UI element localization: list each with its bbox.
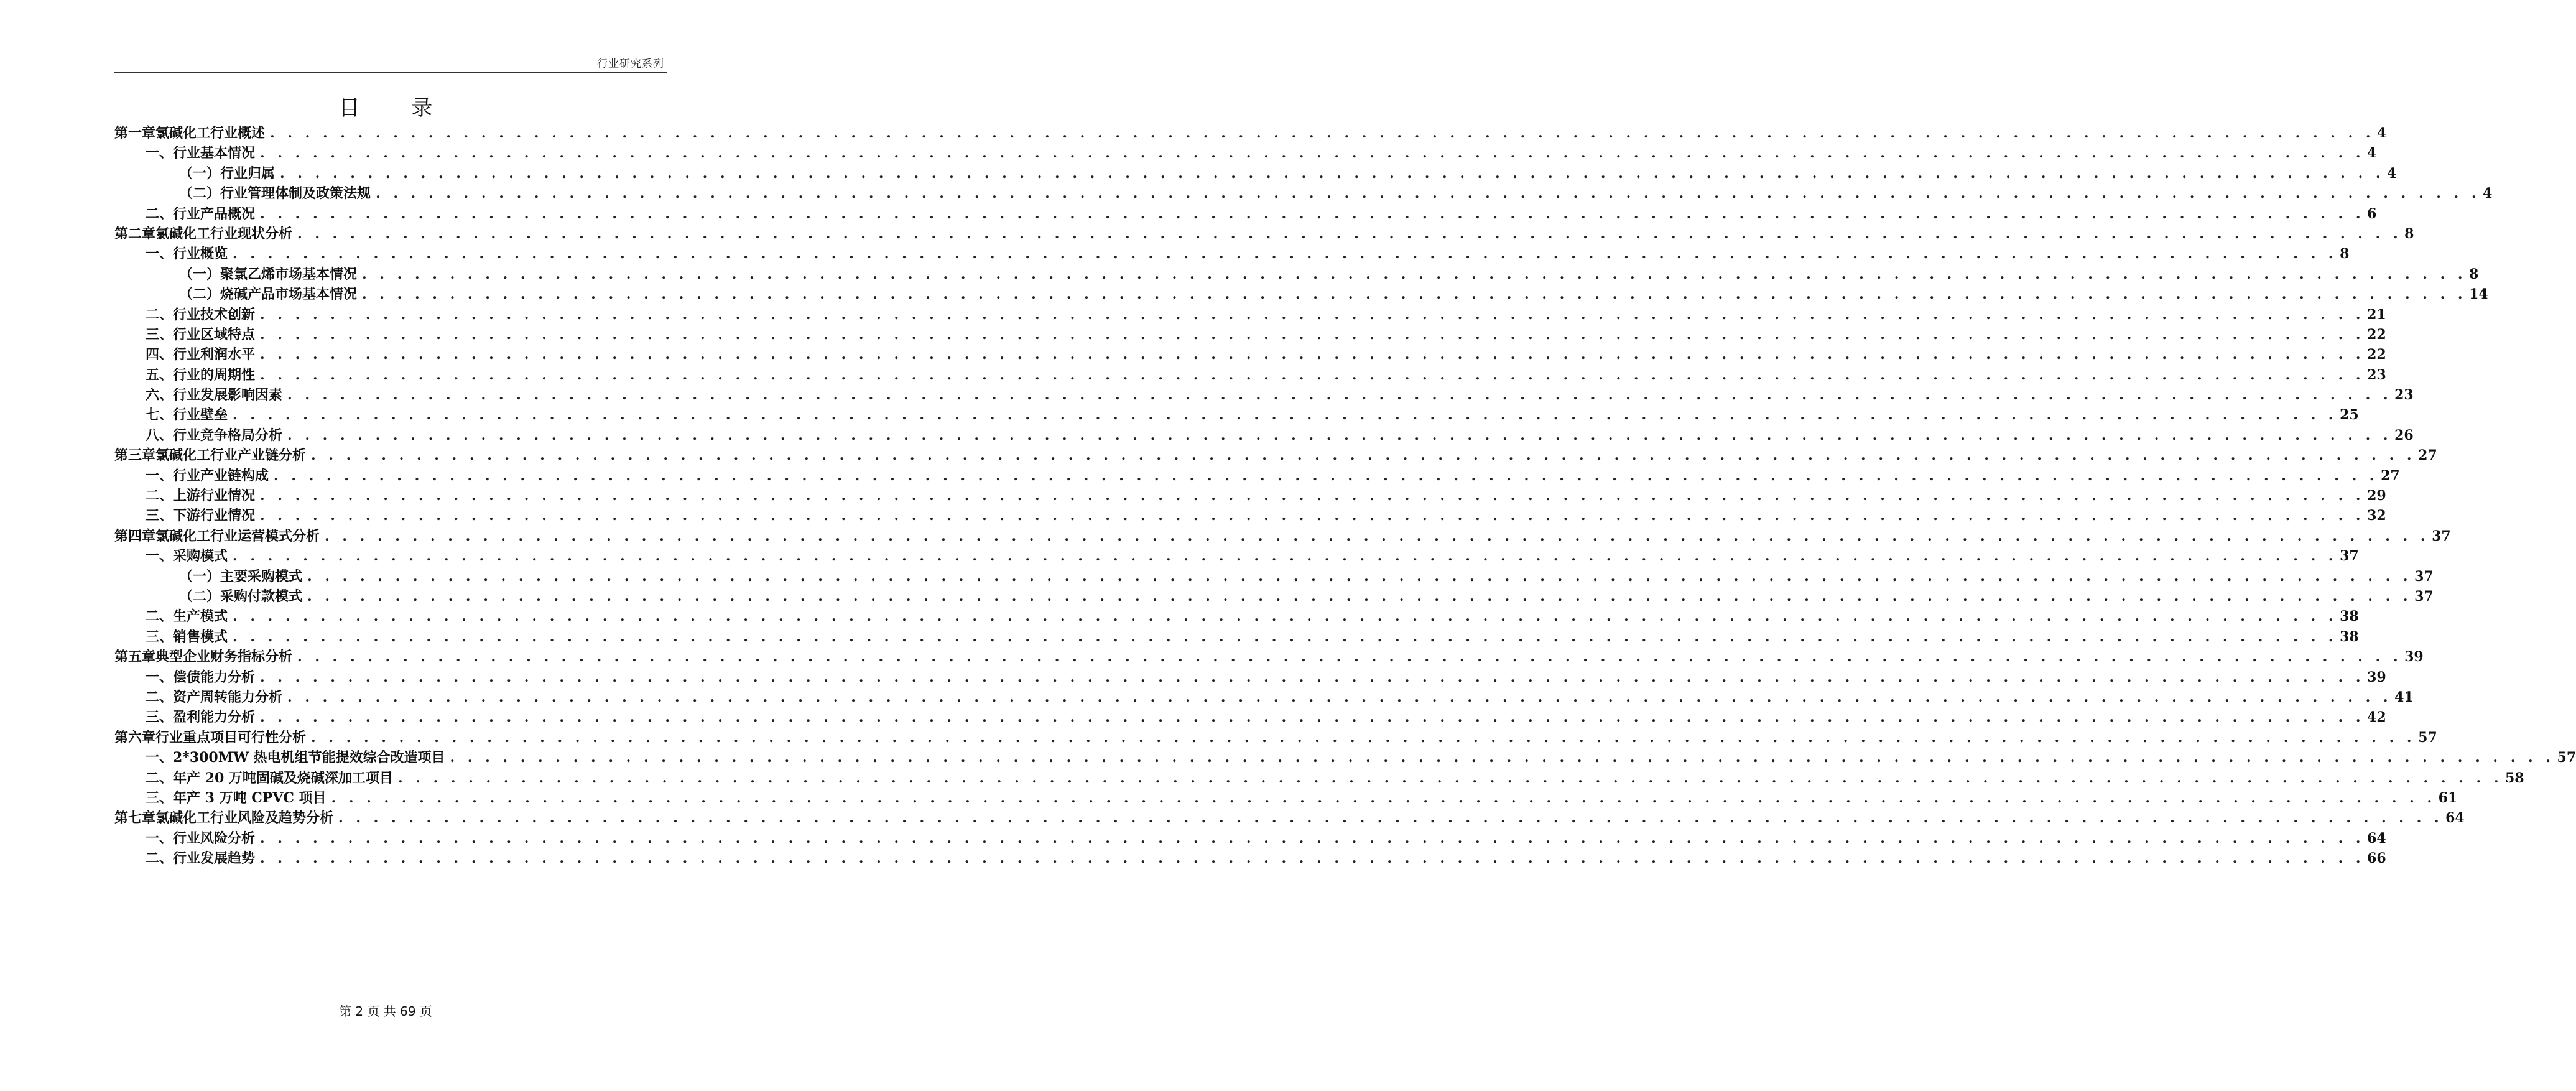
toc-page-number: 66 bbox=[2367, 850, 2386, 867]
toc-entry-title: 一、2*300MW 热电机组节能提效综合改造项目 bbox=[146, 750, 445, 766]
toc-page-number: 58 bbox=[2504, 769, 2524, 786]
dot-leader: . . . . . . . . . . . . . . . . . . . . . . . . . . . . . . . . . . . . . . . . . . . . . . . . . . . . . . . . . . . . . . . . . . . . . . . . . . . . . . . . . . . . . . . . . . . . . . . . . . . . . . . . . . . . . . . . . . . . . . . . bbox=[338, 810, 2444, 827]
dot-leader: . . . . . . . . . . . . . . . . . . . . . . . . . . . . . . . . . . . . . . . . . . . . . . . . . . . . . . . . . . . . . . . . . . . . . . . . . . . . . . . . . . . . . . . . . . . . . . . . . . . . . . . . . . . . . . . . . . . . . . . . bbox=[397, 769, 2503, 786]
dot-leader: . . . . . . . . . . . . . . . . . . . . . . . . . . . . . . . . . . . . . . . . . . . . . . . . . . . . . . . . . . . . . . . . . . . . . . . . . . . . . . . . . . . . . . . . . . . . . . . . . . . . . . . . . . . . . . . . . . . . . . . . bbox=[260, 346, 2365, 363]
toc-entry[interactable] bbox=[114, 707, 2386, 727]
toc-page-number: 42 bbox=[2367, 709, 2386, 726]
toc-chapter-number: 第二章 bbox=[114, 225, 156, 242]
toc-entry[interactable] bbox=[114, 203, 2377, 223]
toc-entry-title: 二、生产模式 bbox=[146, 608, 228, 625]
header-rule bbox=[114, 72, 667, 73]
toc-entry[interactable] bbox=[114, 687, 2414, 707]
toc-entry-title: 氯碱化工行业风险及趋势分析 bbox=[155, 810, 334, 827]
dot-leader: . . . . . . . . . . . . . . . . . . . . . . . . . . . . . . . . . . . . . . . . . . . . . . . . . . . . . . . . . . . . . . . . . . . . . . . . . . . . . . . . . . . . . . . . . . . . . . . . . . . . . . . . . . . . . . . . . . . . . . . . bbox=[260, 709, 2365, 726]
toc-entry-title: 四、行业利润水平 bbox=[146, 346, 256, 363]
toc-entry[interactable] bbox=[114, 727, 2437, 747]
dot-leader: . . . . . . . . . . . . . . . . . . . . . . . . . . . . . . . . . . . . . . . . . . . . . . . . . . . . . . . . . . . . . . . . . . . . . . . . . . . . . . . . . . . . . . . . . . . . . . . . . . . . . . . . . . . . . . . . . . . . . . . . bbox=[287, 689, 2393, 705]
toc-page-number: 39 bbox=[2404, 649, 2424, 666]
toc-entry-title: （二）采购付款模式 bbox=[179, 588, 303, 605]
dot-leader: . . . . . . . . . . . . . . . . . . . . . . . . . . . . . . . . . . . . . . . . . . . . . . . . . . . . . . . . . . . . . . . . . . . . . . . . . . . . . . . . . . . . . . . . . . . . . . . . . . . . . . . . . . . . . . . . . . . . . . . . bbox=[307, 588, 2412, 605]
toc-entry[interactable] bbox=[114, 626, 2359, 646]
toc-page-number: 25 bbox=[2340, 407, 2359, 424]
toc-entry-title: 二、上游行业情况 bbox=[146, 488, 256, 504]
toc-entry[interactable] bbox=[114, 264, 2479, 284]
toc-entry-title: （二）行业管理体制及政策法规 bbox=[179, 185, 371, 202]
toc-entry-title: 一、行业产业链构成 bbox=[146, 467, 269, 484]
toc-entry[interactable] bbox=[114, 304, 2386, 324]
dot-leader: . . . . . . . . . . . . . . . . . . . . . . . . . . . . . . . . . . . . . . . . . . . . . . . . . . . . . . . . . . . . . . . . . . . . . . . . . . . . . . . . . . . . . . . . . . . . . . . . . . . . . . . . . . . . . . . . . . . . . . . . bbox=[260, 669, 2365, 685]
toc-entry[interactable] bbox=[114, 384, 2414, 404]
toc-chapter-number: 第六章 bbox=[114, 729, 156, 746]
toc-page-number: 38 bbox=[2340, 608, 2359, 625]
dot-leader: . . . . . . . . . . . . . . . . . . . . . . . . . . . . . . . . . . . . . . . . . . . . . . . . . . . . . . . . . . . . . . . . . . . . . . . . . . . . . . . . . . . . . . . . . . . . . . . . . . . . . . . . . . . . . . . . . . . . . . . . bbox=[331, 789, 2436, 806]
toc-page-number: 37 bbox=[2432, 527, 2451, 544]
dot-leader: . . . . . . . . . . . . . . . . . . . . . . . . . . . . . . . . . . . . . . . . . . . . . . . . . . . . . . . . . . . . . . . . . . . . . . . . . . . . . . . . . . . . . . . . . . . . . . . . . . . . . . . . . . . . . . . . . . . . . . . . bbox=[233, 407, 2338, 424]
toc-chapter-number: 第四章 bbox=[114, 527, 156, 544]
toc-entry[interactable] bbox=[114, 364, 2386, 384]
toc-entry[interactable] bbox=[114, 324, 2386, 344]
dot-leader: . . . . . . . . . . . . . . . . . . . . . . . . . . . . . . . . . . . . . . . . . . . . . . . . . . . . . . . . . . . . . . . . . . . . . . . . . . . . . . . . . . . . . . . . . . . . . . . . . . . . . . . . . . . . . . . . . . . . . . . . bbox=[376, 185, 2481, 202]
toc-page-number: 41 bbox=[2394, 689, 2414, 705]
toc-entry-title: 氯碱化工行业产业链分析 bbox=[155, 447, 307, 464]
toc-entry-title: 氯碱化工行业现状分析 bbox=[155, 225, 293, 242]
dot-leader: . . . . . . . . . . . . . . . . . . . . . . . . . . . . . . . . . . . . . . . . . . . . . . . . . . . . . . . . . . . . . . . . . . . . . . . . . . . . . . . . . . . . . . . . . . . . . . . . . . . . . . . . . . . . . . . . . . . . . . . . bbox=[233, 628, 2338, 645]
toc-entry-title: 氯碱化工行业运营模式分析 bbox=[155, 527, 320, 544]
dot-leader: . . . . . . . . . . . . . . . . . . . . . . . . . . . . . . . . . . . . . . . . . . . . . . . . . . . . . . . . . . . . . . . . . . . . . . . . . . . . . . . . . . . . . . . . . . . . . . . . . . . . . . . . . . . . . . . . . . . . . . . . bbox=[311, 729, 2416, 746]
toc-page-number: 8 bbox=[2340, 246, 2350, 262]
toc-entry-title: （一）聚氯乙烯市场基本情况 bbox=[179, 266, 358, 282]
dot-leader: . . . . . . . . . . . . . . . . . . . . . . . . . . . . . . . . . . . . . . . . . . . . . . . . . . . . . . . . . . . . . . . . . . . . . . . . . . . . . . . . . . . . . . . . . . . . . . . . . . . . . . . . . . . . . . . . . . . . . . . . bbox=[280, 165, 2385, 182]
toc-entry-title: 三、年产 3 万吨 CPVC 项目 bbox=[146, 789, 327, 806]
toc-entry-title: （一）主要采购模式 bbox=[179, 568, 303, 585]
toc-entry-title: 八、行业竞争格局分析 bbox=[146, 427, 283, 443]
dot-leader: . . . . . . . . . . . . . . . . . . . . . . . . . . . . . . . . . . . . . . . . . . . . . . . . . . . . . . . . . . . . . . . . . . . . . . . . . . . . . . . . . . . . . . . . . . . . . . . . . . . . . . . . . . . . . . . . . . . . . . . . bbox=[260, 145, 2365, 162]
toc-page-number: 22 bbox=[2367, 326, 2386, 343]
dot-leader: . . . . . . . . . . . . . . . . . . . . . . . . . . . . . . . . . . . . . . . . . . . . . . . . . . . . . . . . . . . . . . . . . . . . . . . . . . . . . . . . . . . . . . . . . . . . . . . . . . . . . . . . . . . . . . . . . . . . . . . . bbox=[307, 568, 2412, 585]
dot-leader: . . . . . . . . . . . . . . . . . . . . . . . . . . . . . . . . . . . . . . . . . . . . . . . . . . . . . . . . . . . . . . . . . . . . . . . . . . . . . . . . . . . . . . . . . . . . . . . . . . . . . . . . . . . . . . . . . . . . . . . . bbox=[362, 286, 2467, 303]
toc-entry-title: 一、行业概览 bbox=[146, 246, 228, 262]
toc-page-number: 32 bbox=[2367, 508, 2386, 524]
toc-entry-title: 二、行业技术创新 bbox=[146, 306, 256, 323]
dot-leader: . . . . . . . . . . . . . . . . . . . . . . . . . . . . . . . . . . . . . . . . . . . . . . . . . . . . . . . . . . . . . . . . . . . . . . . . . . . . . . . . . . . . . . . . . . . . . . . . . . . . . . . . . . . . . . . . . . . . . . . . bbox=[260, 326, 2365, 343]
toc-entry-title: 一、行业基本情况 bbox=[146, 145, 256, 162]
toc-entry[interactable] bbox=[114, 142, 2377, 162]
toc-page-number: 37 bbox=[2414, 588, 2434, 605]
toc-entry-title: 五、行业的周期性 bbox=[146, 366, 256, 383]
toc-entry-title: 二、资产周转能力分析 bbox=[146, 689, 283, 705]
dot-leader: . . . . . . . . . . . . . . . . . . . . . . . . . . . . . . . . . . . . . . . . . . . . . . . . . . . . . . . . . . . . . . . . . . . . . . . . . . . . . . . . . . . . . . . . . . . . . . . . . . . . . . . . . . . . . . . . . . . . . . . . bbox=[325, 527, 2430, 544]
dot-leader: . . . . . . . . . . . . . . . . . . . . . . . . . . . . . . . . . . . . . . . . . . . . . . . . . . . . . . . . . . . . . . . . . . . . . . . . . . . . . . . . . . . . . . . . . . . . . . . . . . . . . . . . . . . . . . . . . . . . . . . . bbox=[287, 427, 2393, 443]
dot-leader: . . . . . . . . . . . . . . . . . . . . . . . . . . . . . . . . . . . . . . . . . . . . . . . . . . . . . . . . . . . . . . . . . . . . . . . . . . . . . . . . . . . . . . . . . . . . . . . . . . . . . . . . . . . . . . . . . . . . . . . . bbox=[260, 366, 2365, 383]
toc-entry-title: 氯碱化工行业概述 bbox=[155, 125, 266, 141]
toc-entry[interactable] bbox=[114, 566, 2434, 586]
toc-page-number: 26 bbox=[2394, 427, 2414, 443]
toc-page-number: 23 bbox=[2367, 366, 2386, 383]
toc-page-number: 8 bbox=[2469, 266, 2479, 282]
toc-entry[interactable] bbox=[114, 546, 2359, 565]
dot-leader: . . . . . . . . . . . . . . . . . . . . . . . . . . . . . . . . . . . . . . . . . . . . . . . . . . . . . . . . . . . . . . . . . . . . . . . . . . . . . . . . . . . . . . . . . . . . . . . . . . . . . . . . . . . . . . . . . . . . . . . . bbox=[260, 850, 2365, 867]
toc-entry-title: 三、行业区域特点 bbox=[146, 326, 256, 343]
toc-page-number: 64 bbox=[2367, 830, 2386, 847]
toc-entry[interactable] bbox=[114, 646, 2424, 666]
toc-page-number: 61 bbox=[2438, 789, 2458, 806]
toc-chapter-number: 第三章 bbox=[114, 447, 156, 464]
toc-entry[interactable] bbox=[114, 828, 2386, 848]
toc-entry[interactable] bbox=[114, 526, 2451, 546]
toc-page-number: 6 bbox=[2367, 205, 2377, 222]
toc-entry-title: 三、下游行业情况 bbox=[146, 508, 256, 524]
toc-entry[interactable] bbox=[114, 404, 2359, 424]
toc-chapter-number: 第七章 bbox=[114, 810, 156, 827]
dot-leader: . . . . . . . . . . . . . . . . . . . . . . . . . . . . . . . . . . . . . . . . . . . . . . . . . . . . . . . . . . . . . . . . . . . . . . . . . . . . . . . . . . . . . . . . . . . . . . . . . . . . . . . . . . . . . . . . . . . . . . . . bbox=[297, 225, 2402, 242]
toc-entry-title: 行业重点项目可行性分析 bbox=[155, 729, 307, 746]
dot-leader: . . . . . . . . . . . . . . . . . . . . . . . . . . . . . . . . . . . . . . . . . . . . . . . . . . . . . . . . . . . . . . . . . . . . . . . . . . . . . . . . . . . . . . . . . . . . . . . . . . . . . . . . . . . . . . . . . . . . . . . . bbox=[260, 306, 2365, 323]
page-footer: 第 2 页 共 69 页 bbox=[339, 1004, 432, 1019]
toc-entry-title: 六、行业发展影响因素 bbox=[146, 387, 283, 404]
dot-leader: . . . . . . . . . . . . . . . . . . . . . . . . . . . . . . . . . . . . . . . . . . . . . . . . . . . . . . . . . . . . . . . . . . . . . . . . . . . . . . . . . . . . . . . . . . . . . . . . . . . . . . . . . . . . . . . . . . . . . . . . bbox=[260, 205, 2365, 222]
toc-entry[interactable] bbox=[114, 667, 2386, 687]
dot-leader: . . . . . . . . . . . . . . . . . . . . . . . . . . . . . . . . . . . . . . . . . . . . . . . . . . . . . . . . . . . . . . . . . . . . . . . . . . . . . . . . . . . . . . . . . . . . . . . . . . . . . . . . . . . . . . . . . . . . . . . . bbox=[233, 548, 2338, 565]
toc-entry[interactable] bbox=[114, 465, 2400, 485]
toc-entry-title: 三、销售模式 bbox=[146, 628, 228, 645]
toc-entry-title: 一、偿债能力分析 bbox=[146, 669, 256, 685]
toc-page-number: 38 bbox=[2340, 628, 2359, 645]
toc-entry[interactable] bbox=[114, 344, 2386, 364]
dot-leader: . . . . . . . . . . . . . . . . . . . . . . . . . . . . . . . . . . . . . . . . . . . . . . . . . . . . . . . . . . . . . . . . . . . . . . . . . . . . . . . . . . . . . . . . . . . . . . . . . . . . . . . . . . . . . . . . . . . . . . . . bbox=[287, 387, 2393, 404]
dot-leader: . . . . . . . . . . . . . . . . . . . . . . . . . . . . . . . . . . . . . . . . . . . . . . . . . . . . . . . . . . . . . . . . . . . . . . . . . . . . . . . . . . . . . . . . . . . . . . . . . . . . . . . . . . . . . . . . . . . . . . . . bbox=[450, 750, 2555, 766]
toc-entry[interactable] bbox=[114, 505, 2386, 525]
toc-chapter-number: 第一章 bbox=[114, 125, 156, 141]
toc-page-number: 14 bbox=[2469, 286, 2488, 303]
toc-entry-title: （二）烧碱产品市场基本情况 bbox=[179, 286, 358, 303]
toc-entry[interactable] bbox=[114, 183, 2493, 203]
dot-leader: . . . . . . . . . . . . . . . . . . . . . . . . . . . . . . . . . . . . . . . . . . . . . . . . . . . . . . . . . . . . . . . . . . . . . . . . . . . . . . . . . . . . . . . . . . . . . . . . . . . . . . . . . . . . . . . . . . . . . . . . bbox=[311, 447, 2416, 464]
toc-page-number: 57 bbox=[2418, 729, 2437, 746]
toc-page-number: 23 bbox=[2394, 387, 2414, 404]
toc-page-number: 37 bbox=[2414, 568, 2434, 585]
dot-leader: . . . . . . . . . . . . . . . . . . . . . . . . . . . . . . . . . . . . . . . . . . . . . . . . . . . . . . . . . . . . . . . . . . . . . . . . . . . . . . . . . . . . . . . . . . . . . . . . . . . . . . . . . . . . . . . . . . . . . . . . bbox=[362, 266, 2467, 282]
toc-page-number: 4 bbox=[2377, 125, 2387, 141]
toc-chapter-number: 第五章 bbox=[114, 649, 156, 666]
toc-page-number: 4 bbox=[2387, 165, 2397, 182]
dot-leader: . . . . . . . . . . . . . . . . . . . . . . . . . . . . . . . . . . . . . . . . . . . . . . . . . . . . . . . . . . . . . . . . . . . . . . . . . . . . . . . . . . . . . . . . . . . . . . . . . . . . . . . . . . . . . . . . . . . . . . . . bbox=[260, 830, 2365, 847]
toc-page-number: 37 bbox=[2340, 548, 2359, 565]
toc-entry[interactable] bbox=[114, 284, 2488, 304]
toc-page-number: 29 bbox=[2367, 488, 2386, 504]
toc-page-number: 4 bbox=[2367, 145, 2377, 162]
toc-page-number: 39 bbox=[2367, 669, 2386, 685]
toc-entry-title: 七、行业壁垒 bbox=[146, 407, 228, 424]
toc-entry[interactable] bbox=[114, 163, 2397, 183]
dot-leader: . . . . . . . . . . . . . . . . . . . . . . . . . . . . . . . . . . . . . . . . . . . . . . . . . . . . . . . . . . . . . . . . . . . . . . . . . . . . . . . . . . . . . . . . . . . . . . . . . . . . . . . . . . . . . . . . . . . . . . . . bbox=[260, 508, 2365, 524]
toc-entry[interactable] bbox=[114, 223, 2414, 243]
toc-entry[interactable] bbox=[114, 747, 2576, 767]
running-header: 行业研究系列 bbox=[597, 58, 664, 70]
toc-page-number: 57 bbox=[2557, 750, 2576, 766]
dot-leader: . . . . . . . . . . . . . . . . . . . . . . . . . . . . . . . . . . . . . . . . . . . . . . . . . . . . . . . . . . . . . . . . . . . . . . . . . . . . . . . . . . . . . . . . . . . . . . . . . . . . . . . . . . . . . . . . . . . . . . . . bbox=[233, 608, 2338, 625]
toc-entry[interactable] bbox=[114, 787, 2458, 807]
dot-leader: . . . . . . . . . . . . . . . . . . . . . . . . . . . . . . . . . . . . . . . . . . . . . . . . . . . . . . . . . . . . . . . . . . . . . . . . . . . . . . . . . . . . . . . . . . . . . . . . . . . . . . . . . . . . . . . . . . . . . . . . bbox=[274, 467, 2379, 484]
toc-page-number: 64 bbox=[2445, 810, 2465, 827]
toc-page-number: 4 bbox=[2483, 185, 2493, 202]
toc-page-number: 8 bbox=[2404, 225, 2414, 242]
dot-leader: . . . . . . . . . . . . . . . . . . . . . . . . . . . . . . . . . . . . . . . . . . . . . . . . . . . . . . . . . . . . . . . . . . . . . . . . . . . . . . . . . . . . . . . . . . . . . . . . . . . . . . . . . . . . . . . . . . . . . . . . bbox=[233, 246, 2338, 262]
toc-page-number: 21 bbox=[2367, 306, 2386, 323]
toc-entry[interactable] bbox=[114, 425, 2414, 445]
toc-entry[interactable] bbox=[114, 445, 2437, 465]
toc-page-number: 22 bbox=[2367, 346, 2386, 363]
toc-entry[interactable] bbox=[114, 485, 2386, 505]
toc-entry-title: 一、行业风险分析 bbox=[146, 830, 256, 847]
toc-entry-title: （一）行业归属 bbox=[179, 165, 276, 182]
toc-entry[interactable] bbox=[114, 123, 2387, 142]
toc-entry-title: 一、采购模式 bbox=[146, 548, 228, 565]
dot-leader: . . . . . . . . . . . . . . . . . . . . . . . . . . . . . . . . . . . . . . . . . . . . . . . . . . . . . . . . . . . . . . . . . . . . . . . . . . . . . . . . . . . . . . . . . . . . . . . . . . . . . . . . . . . . . . . . . . . . . . . . bbox=[297, 649, 2402, 666]
toc-entry[interactable] bbox=[114, 807, 2465, 827]
dot-leader: . . . . . . . . . . . . . . . . . . . . . . . . . . . . . . . . . . . . . . . . . . . . . . . . . . . . . . . . . . . . . . . . . . . . . . . . . . . . . . . . . . . . . . . . . . . . . . . . . . . . . . . . . . . . . . . . . . . . . . . . bbox=[270, 125, 2375, 141]
toc-entry[interactable] bbox=[114, 586, 2434, 606]
table-of-contents bbox=[114, 123, 2576, 868]
toc-entry-title: 二、行业发展趋势 bbox=[146, 850, 256, 867]
toc-entry-title: 三、盈利能力分析 bbox=[146, 709, 256, 726]
toc-page-number: 27 bbox=[2381, 467, 2400, 484]
toc-entry-title: 二、行业产品概况 bbox=[146, 205, 256, 222]
toc-entry[interactable] bbox=[114, 243, 2350, 263]
dot-leader: . . . . . . . . . . . . . . . . . . . . . . . . . . . . . . . . . . . . . . . . . . . . . . . . . . . . . . . . . . . . . . . . . . . . . . . . . . . . . . . . . . . . . . . . . . . . . . . . . . . . . . . . . . . . . . . . . . . . . . . . bbox=[260, 488, 2365, 504]
toc-entry[interactable] bbox=[114, 848, 2386, 868]
toc-entry-title: 典型企业财务指标分析 bbox=[155, 649, 293, 666]
toc-title: 目 录 bbox=[338, 96, 433, 121]
toc-entry[interactable] bbox=[114, 606, 2359, 626]
toc-entry[interactable] bbox=[114, 768, 2524, 787]
toc-entry-title: 二、年产 20 万吨固碱及烧碱深加工项目 bbox=[146, 769, 393, 786]
toc-page-number: 27 bbox=[2418, 447, 2437, 464]
